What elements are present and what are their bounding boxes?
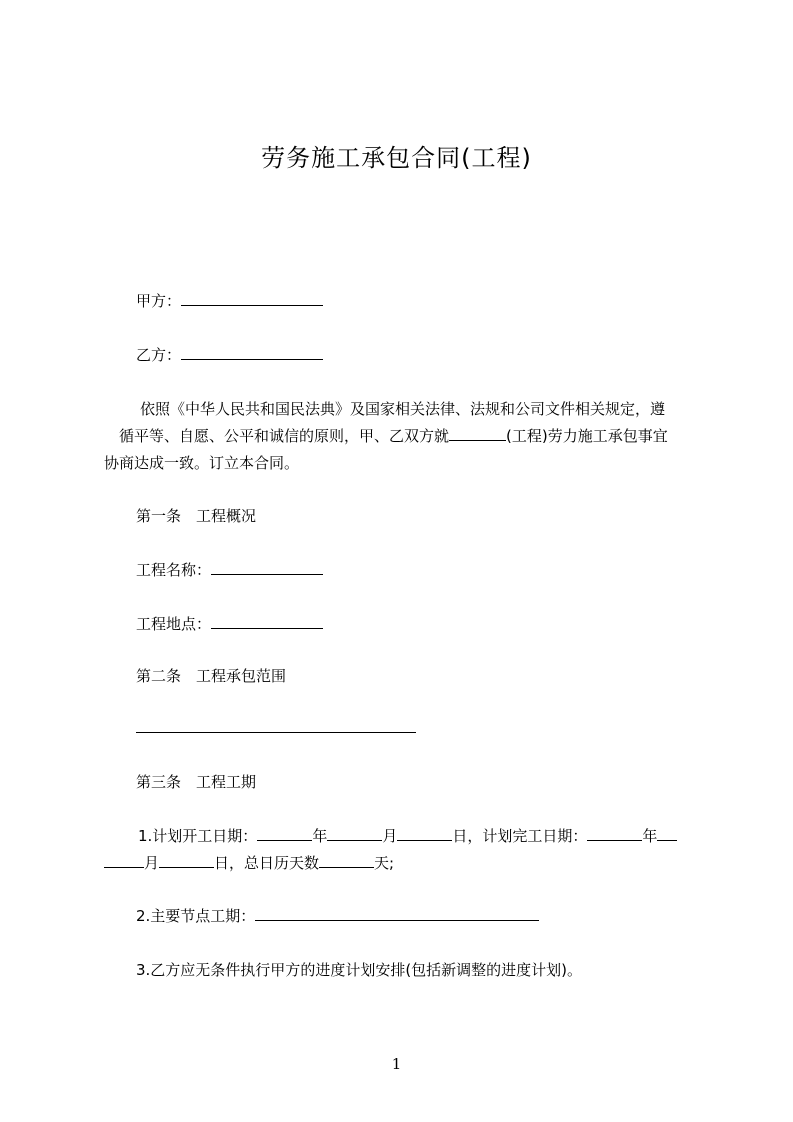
party-a-line [136, 291, 323, 311]
article-3-heading: 第三条 工程工期 [136, 773, 257, 791]
milestone-blank[interactable] [255, 906, 539, 921]
item-3-line: 3.乙方应无条件执行甲方的进度计划安排(包括新调整的进度计划)。 [136, 961, 583, 979]
scope-line [136, 718, 416, 738]
item-1-day-label: 日，计划完工日期： [452, 827, 588, 845]
item-1-year-label: 年 [312, 827, 328, 845]
item-1-line2-end: 天; [374, 854, 395, 872]
party-a-blank[interactable] [181, 291, 323, 306]
item-1-line2-day: 日，总日历天数 [214, 854, 320, 872]
party-a-label: 甲方： [136, 292, 182, 310]
end-month-blank-cont[interactable] [104, 853, 144, 868]
project-name-line [136, 560, 323, 580]
intro-line-2 [119, 426, 668, 446]
document-title: 劳务施工承包合同(工程) [261, 144, 532, 172]
party-b-line [136, 345, 323, 365]
item-1-month-label: 月 [382, 827, 398, 845]
item-1-line-1 [138, 826, 677, 846]
item-2-label: 2.主要节点工期： [136, 907, 256, 925]
party-b-label: 乙方： [136, 346, 182, 364]
item-2-line [136, 906, 539, 926]
start-day-blank[interactable] [397, 826, 452, 841]
item-1-line2-month: 月 [144, 854, 160, 872]
project-site-label: 工程地点： [136, 615, 212, 633]
project-site-blank[interactable] [211, 614, 323, 629]
end-year-blank[interactable] [587, 826, 642, 841]
total-days-blank[interactable] [319, 853, 374, 868]
project-name-blank-inline[interactable] [449, 426, 506, 441]
scope-blank[interactable] [136, 718, 416, 733]
project-name-label: 工程名称： [136, 561, 212, 579]
item-1-line-2 [104, 853, 394, 873]
party-b-blank[interactable] [181, 345, 323, 360]
end-day-blank[interactable] [159, 853, 214, 868]
intro-line-2b: (工程)劳力施工承包事宜 [506, 427, 668, 445]
item-1-start-label: 1.计划开工日期： [138, 827, 258, 845]
project-name-blank[interactable] [211, 560, 323, 575]
article-2-heading: 第二条 工程承包范围 [136, 667, 287, 685]
intro-line-3: 协商达成一致。订立本合同。 [104, 454, 300, 472]
page-number: 1 [391, 1055, 402, 1073]
start-year-blank[interactable] [257, 826, 312, 841]
intro-line-1: 依照《中华人民共和国民法典》及国家相关法律、法规和公司文件相关规定，遵 [140, 400, 666, 418]
item-1-year2-label: 年 [642, 827, 658, 845]
end-month-blank-start[interactable] [657, 826, 677, 841]
start-month-blank[interactable] [327, 826, 382, 841]
article-1-heading: 第一条 工程概况 [136, 507, 257, 525]
project-site-line [136, 614, 323, 634]
intro-line-2a: 循平等、自愿、公平和诚信的原则，甲、乙双方就 [119, 427, 450, 445]
